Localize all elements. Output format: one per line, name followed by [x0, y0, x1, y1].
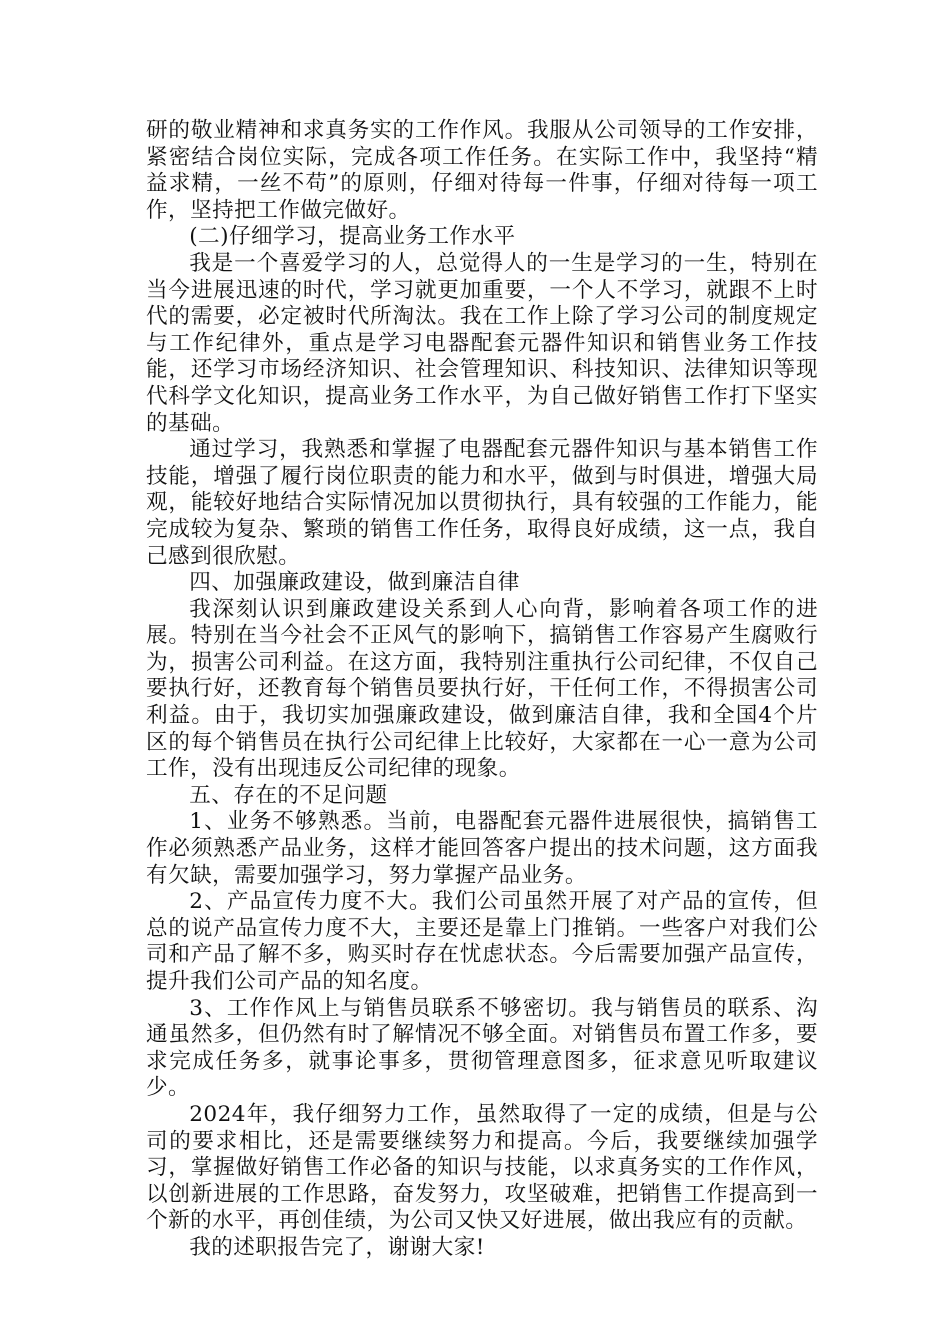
section-heading-integrity: 四、加强廉政建设，做到廉洁自律: [189, 570, 520, 596]
paragraph-study-results: 通过学习，我熟悉和掌握了电器配套元器件知识与基本销售工作技能，增强了履行岗位职责的能力和水平，做到与时俱进，增强大局观，能较好地结合实际情况加以贯彻执行，具有较强的工作能力，能完成较为复杂、繁琐的销售工作任务，取得良好成绩，这一点，我自己感到很欣慰。: [146, 437, 818, 569]
document-page: [146, 118, 818, 1262]
paragraph-closing: 我的述职报告完了，谢谢大家!: [189, 1234, 485, 1260]
paragraph-shortcoming-2: 2、产品宣传力度不大。我们公司虽然开展了对产品的宣传，但总的说产品宣传力度不大，主要还是靠上门推销。一些客户对我们公司和产品了解不多，购买时存在忧虑状态。今后需要加强产品宣传，提升我们公司产品的知名度。: [146, 889, 818, 994]
paragraph-conclusion: 2024年，我仔细努力工作，虽然取得了一定的成绩，但是与公司的要求相比，还是需要继续努力和提高。今后，我要继续加强学习，掌握做好销售工作必备的知识与技能，以求真务实的工作作风，以创新进展的工作思路，奋发努力，攻坚破难，把销售工作提高到一个新的水平，再创佳绩，为公司又快又好进展，做出我应有的贡献。: [146, 1101, 818, 1234]
section-heading-shortcomings: 五、存在的不足问题: [189, 782, 388, 808]
paragraph-work-attitude: 研的敬业精神和求真务实的工作作风。我服从公司领导的工作安排，紧密结合岗位实际，完成各项工作任务。在实际工作中，我坚持“精益求精，一丝不苟”的原则，仔细对待每一件事，仔细对待每一项工作，坚持把工作做完做好。: [146, 118, 818, 223]
paragraph-shortcoming-3: 3、工作作风上与销售员联系不够密切。我与销售员的联系、沟通虽然多，但仍然有时了解情况不够全面。对销售员布置工作多，要求完成任务多，就事论事多，贯彻管理意图多，征求意见听取建议少。: [146, 995, 818, 1101]
paragraph-study: 我是一个喜爱学习的人，总觉得人的一生是学习的一生，特别在当今进展迅速的时代，学习就更加重要，一个人不学习，就跟不上时代的需要，必定被时代所淘汰。我在工作上除了学习公司的制度规定与工作纪律外，重点是学习电器配套元器件知识和销售业务工作技能，还学习市场经济知识、社会管理知识、科技知识、法律知识等现代科学文化知识，提高业务工作水平，为自己做好销售工作打下坚实的基础。: [146, 250, 818, 436]
paragraph-integrity: 我深刻认识到廉政建设关系到人心向背，影响着各项工作的进展。特别在当今社会不正风气的影响下，搞销售工作容易产生腐败行为，损害公司利益。在这方面，我特别注重执行公司纪律，不仅自己要执行好，还教育每个销售员要执行好，干任何工作，不得损害公司利益。由于，我切实加强廉政建设，做到廉洁自律，我和全国4个片区的每个销售员在执行公司纪律上比较好，大家都在一心一意为公司工作，没有出现违反公司纪律的现象。: [146, 596, 818, 782]
section-heading-study: (二)仔细学习，提高业务工作水平: [189, 224, 516, 250]
paragraph-shortcoming-1: 1、业务不够熟悉。当前，电器配套元器件进展很快，搞销售工作必须熟悉产品业务，这样才能回答客户提出的技术问题，这方面我有欠缺，需要加强学习，努力掌握产品业务。: [146, 809, 818, 888]
